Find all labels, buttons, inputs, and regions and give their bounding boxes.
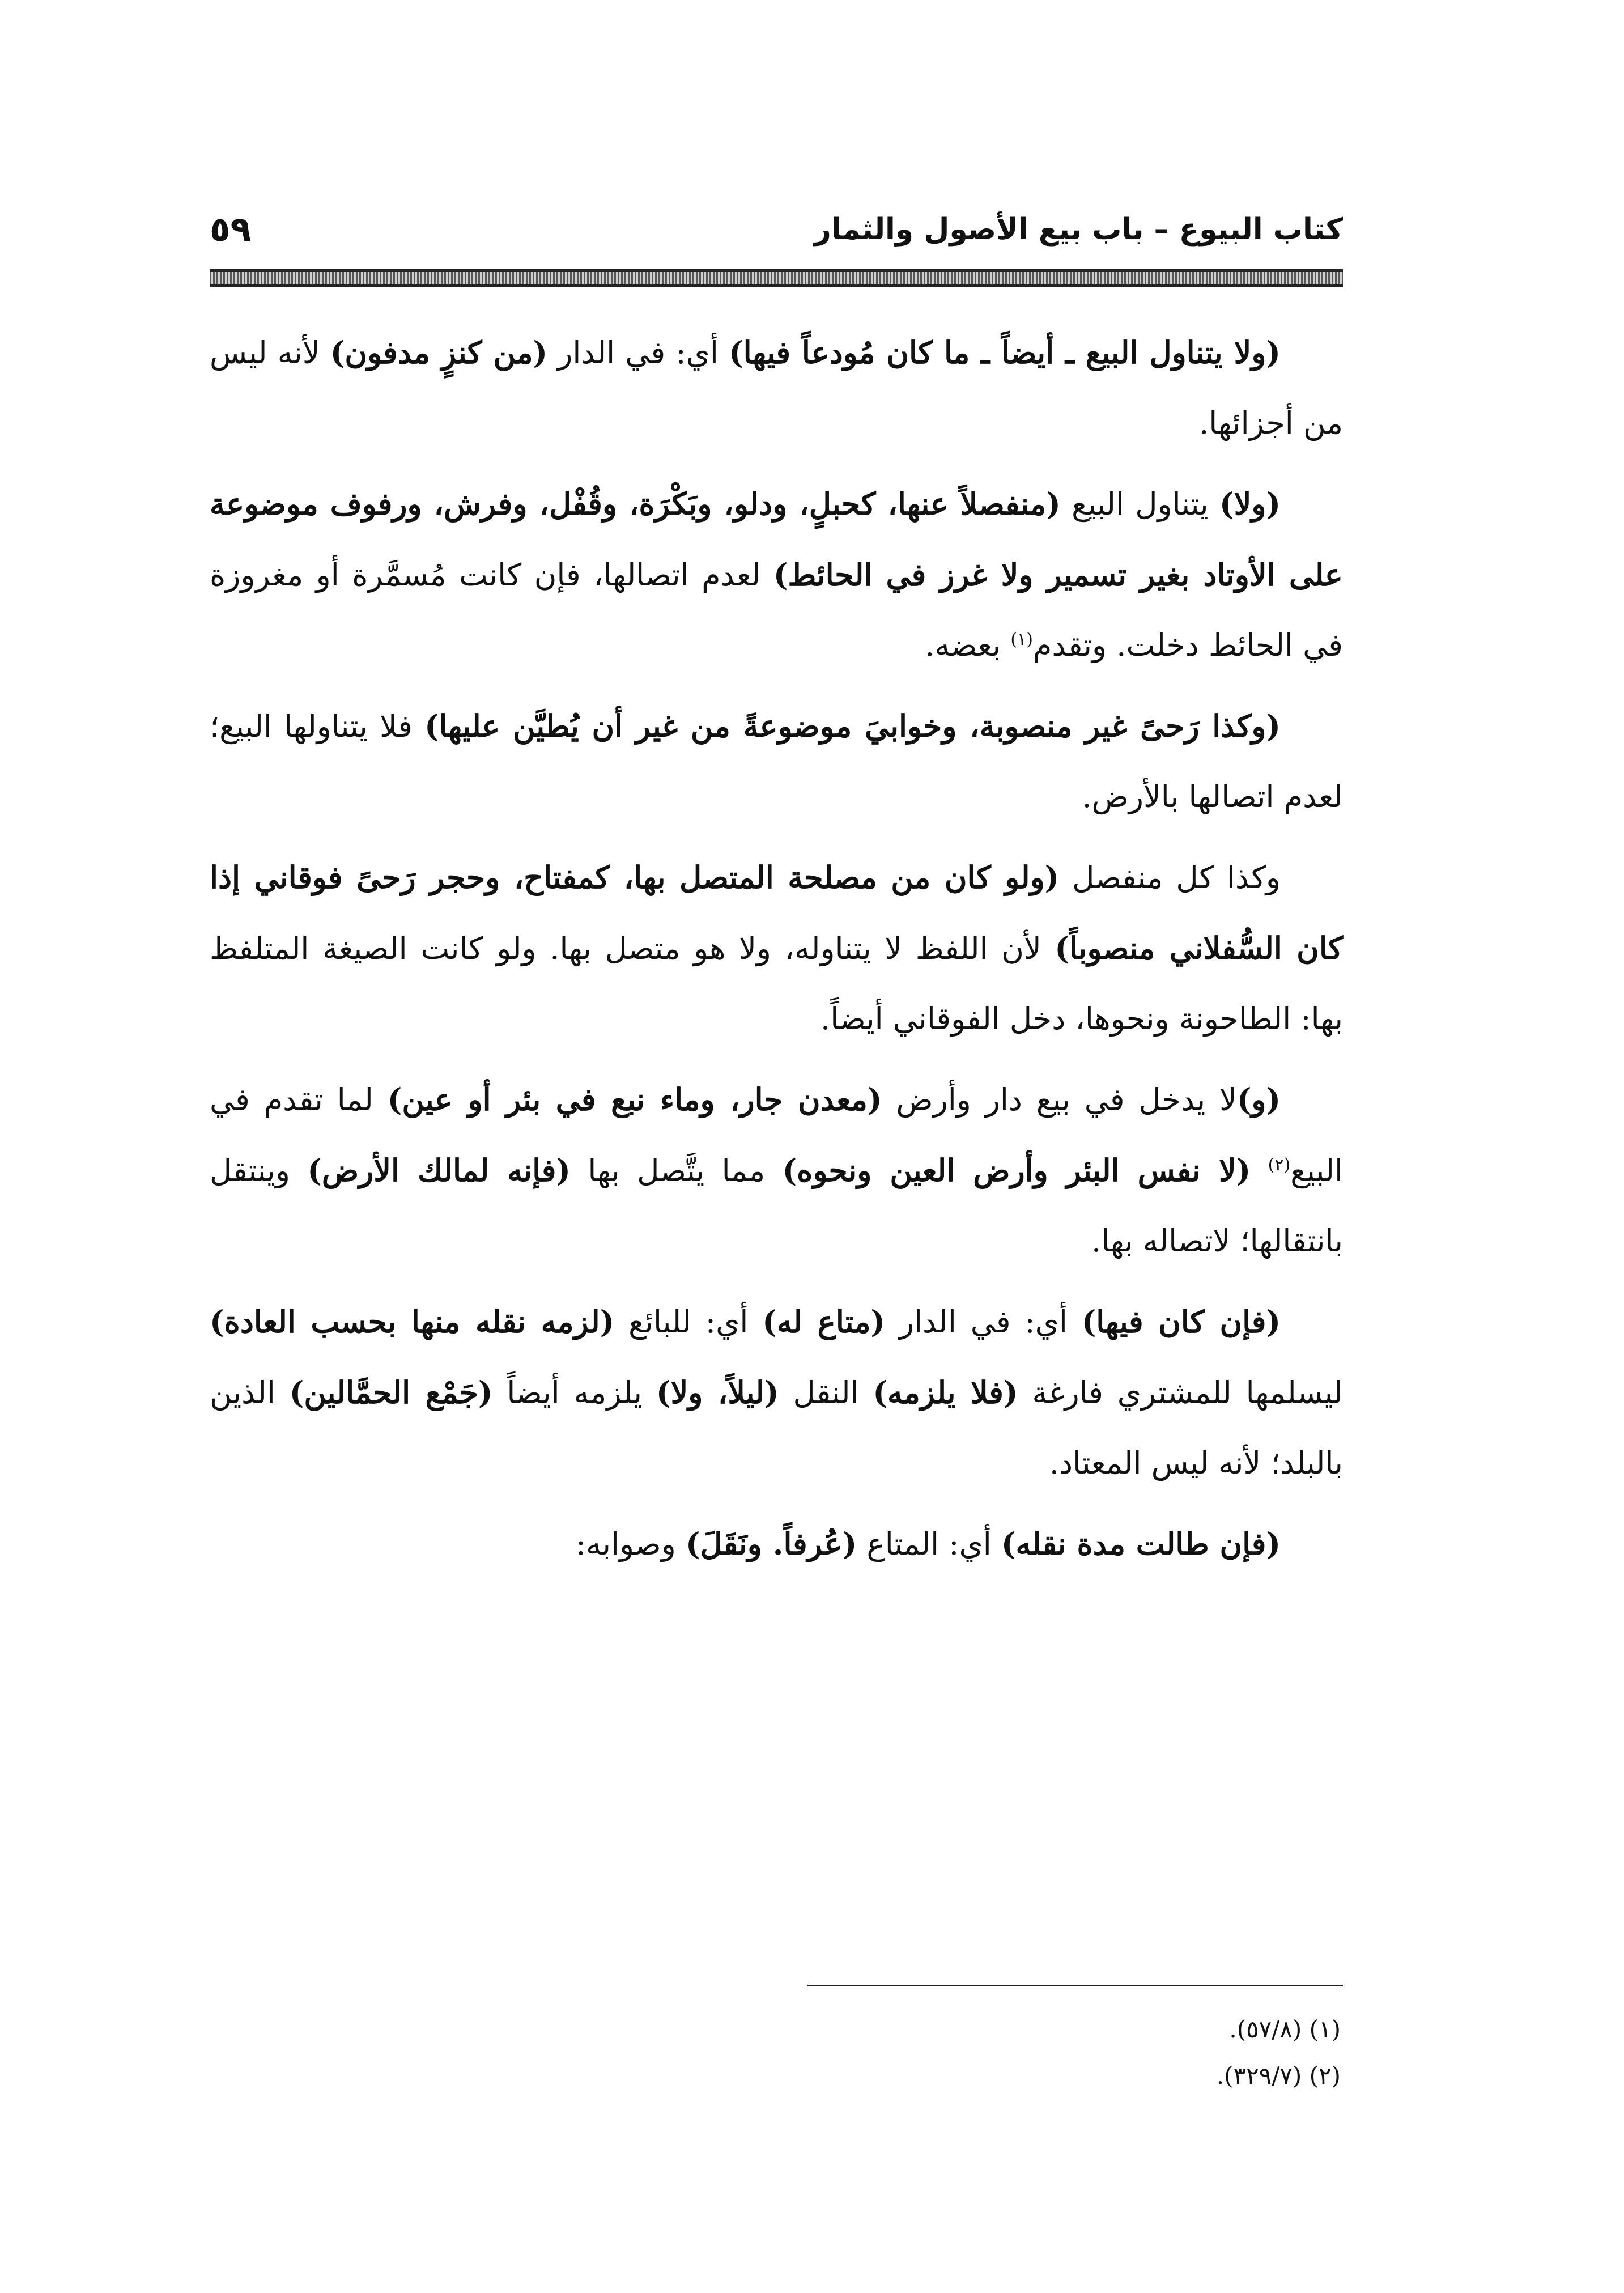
commentary-text: وكذا كل منفصل	[1059, 860, 1281, 895]
commentary-text: يلزمه أيضاً	[492, 1375, 656, 1411]
matn-text: (من كنزٍ مدفون)	[330, 334, 548, 371]
paragraph	[210, 1509, 1343, 1579]
commentary-text: وينتقل بانتقالها؛ لاتصاله بها.	[210, 1153, 1343, 1259]
commentary-text: الذين بالبلد؛ لأنه ليس المعتاد.	[210, 1375, 1343, 1481]
footnote: (٢) (٣٢٩/٧).	[1216, 2062, 1341, 2090]
matn-text: (عُرفاً. ونَقَلَ)	[686, 1526, 857, 1562]
commentary-text: مما يتَّصل بها	[570, 1153, 783, 1188]
matn-text: (فإنه لمالك الأرض)	[307, 1152, 571, 1188]
commentary-text: لعدم اتصالها، فإن كانت مُسمَّرة أو مغروزة في الحائط دخلت. وتقدم	[210, 557, 1343, 663]
footnotes	[1217, 2006, 1341, 2099]
matn-text: (و)	[1236, 1081, 1281, 1118]
paragraph	[210, 317, 1343, 458]
commentary-text: لأنه ليس من أجزائها.	[210, 335, 1343, 441]
running-title: كتاب البيوع – باب بيع الأصول والثمار	[814, 213, 1343, 247]
page-header	[210, 196, 1343, 264]
commentary-text: وصوابه:	[575, 1526, 686, 1562]
footnote-rule	[807, 1985, 1343, 1986]
matn-text: (معدن جار، وماء نبع في بئر أو عين)	[387, 1081, 882, 1118]
matn-text: (فلا يلزمه)	[873, 1374, 1018, 1411]
commentary-text: بعضه.	[925, 627, 1011, 663]
matn-text: (لا نفس البئر وأرض العين ونحوه)	[782, 1152, 1251, 1188]
body-text	[210, 317, 1343, 1590]
paragraph	[210, 691, 1343, 832]
matn-text: (ولو كان من مصلحة المتصل بها، كمفتاح، وحجر رَحىً فوقاني إذا كان السُّفلاني منصوباً)	[210, 859, 1343, 966]
paragraph	[210, 1064, 1343, 1276]
commentary-text: ليسلمها للمشتري فارغة	[1018, 1375, 1344, 1411]
commentary-text: أي: في الدار	[885, 1304, 1082, 1340]
commentary-text: لما تقدم في البيع	[210, 1082, 1343, 1188]
footnote: (١) (٥٧/٨).	[1229, 2015, 1341, 2043]
matn-text: (ولا)	[1219, 486, 1281, 522]
paragraph	[210, 842, 1343, 1054]
matn-text: (ولا يتناول البيع ـ أيضاً ـ ما كان مُودعاً فيها)	[729, 334, 1281, 371]
matn-text: (وكذا رَحىً غير منصوبة، وخوابيَ موضوعةً من غير أن يُطيَّن عليها)	[424, 708, 1281, 744]
footnote-ref: (١)	[1010, 630, 1033, 649]
matn-text: (لزمه نقله منها بحسب العادة)	[210, 1303, 615, 1340]
matn-text: (منفصلاً عنها، كحبلٍ، ودلو، وبَكْرَة، وقُفْل، وفرش، ورفوف موضوعة على الأوتاد بغير تسمير ولا غرز في الحائط)	[210, 486, 1343, 593]
matn-text: (فإن طالت مدة نقله)	[1001, 1526, 1281, 1562]
page-number: ٥٩	[210, 210, 252, 249]
commentary-text: النقل	[779, 1375, 873, 1411]
matn-text: (ليلاً، ولا)	[656, 1374, 779, 1411]
footnote-ref: (٢)	[1268, 1155, 1291, 1175]
commentary-text: فلا يتناولها البيع؛ لعدم اتصالها بالأرض.	[210, 708, 1343, 814]
commentary-text: أي: في الدار	[547, 335, 729, 371]
commentary-text	[1251, 1153, 1268, 1188]
commentary-text: لأن اللفظ لا يتناوله، ولا هو متصل بها. ولو كانت الصيغة المتلفظ بها: الطاحونة ونحوها، دخل الفوقاني أيضاً.	[210, 931, 1343, 1037]
matn-text: (جَمْع الحمَّالين)	[289, 1374, 493, 1411]
matn-text: (فإن كان فيها)	[1081, 1303, 1281, 1340]
paragraph	[210, 469, 1343, 681]
header-rule	[210, 269, 1343, 287]
commentary-text: أي: المتاع	[857, 1526, 1001, 1562]
commentary-text: لا يدخل في بيع دار وأرض	[882, 1082, 1237, 1118]
paragraph	[210, 1286, 1343, 1498]
commentary-text: يتناول البيع	[1060, 486, 1220, 522]
matn-text: (متاع له)	[762, 1303, 886, 1340]
commentary-text: أي: للبائع	[614, 1304, 763, 1340]
